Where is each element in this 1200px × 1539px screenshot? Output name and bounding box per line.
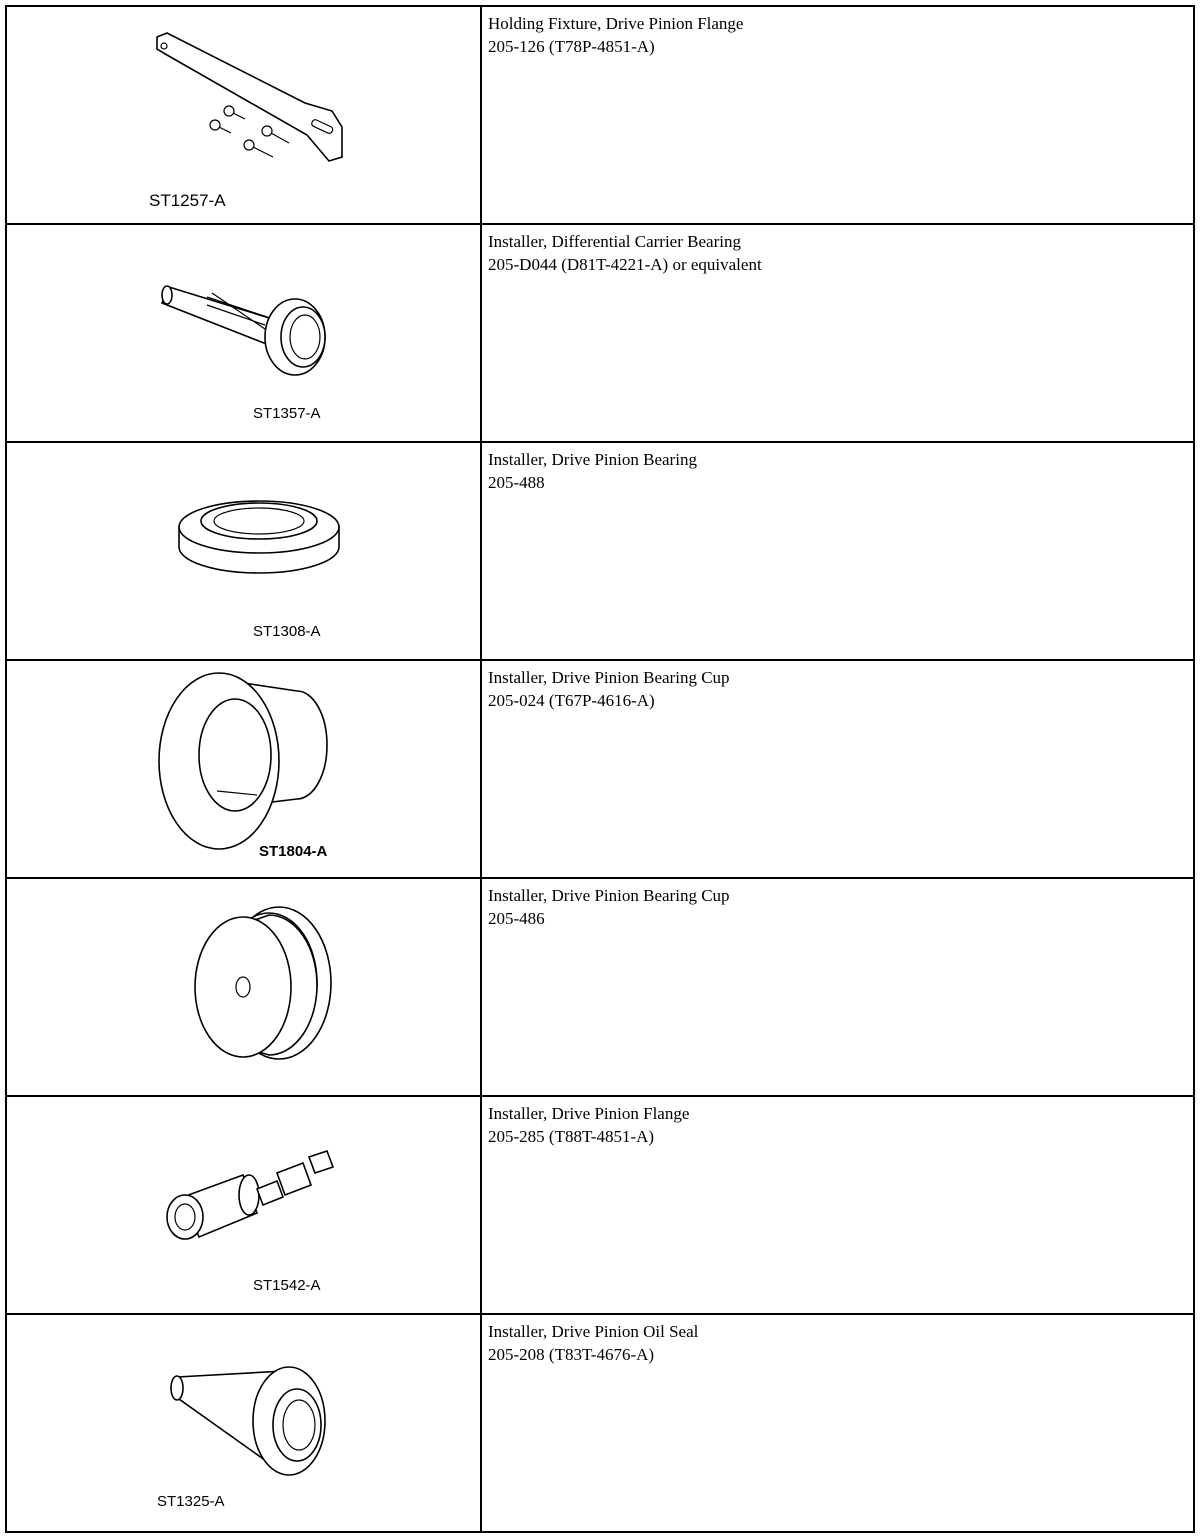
illustration-cell — [6, 660, 481, 878]
illustration-code: ST1308-A — [253, 623, 321, 640]
tool-name: Installer, Drive Pinion Bearing Cup — [488, 886, 730, 905]
description-cell — [481, 6, 1194, 224]
seal-installer-icon — [7, 1315, 480, 1531]
tool-name: Installer, Differential Carrier Bearing — [488, 232, 741, 251]
description-cell — [481, 1314, 1194, 1532]
table-row — [6, 1314, 1194, 1532]
tool-number: 205-D044 (D81T-4221-A) or equivalent — [488, 255, 762, 274]
illustration-code: ST1325-A — [157, 1493, 225, 1510]
illustration-cell — [6, 1096, 481, 1314]
illustration-cell — [6, 878, 481, 1096]
table-row — [6, 224, 1194, 442]
tool-number: 205-208 (T83T-4676-A) — [488, 1345, 655, 1364]
tool-name: Installer, Drive Pinion Oil Seal — [488, 1322, 699, 1341]
description-cell — [481, 1096, 1194, 1314]
illustration-cell — [6, 1314, 481, 1532]
cup-installer-icon — [7, 661, 480, 877]
bearing-installer-icon — [7, 225, 480, 441]
holding-fixture-icon — [7, 7, 480, 223]
table-row — [6, 442, 1194, 660]
tool-number: 205-285 (T88T-4851-A) — [488, 1127, 655, 1146]
tool-number: 205-488 — [488, 473, 545, 492]
tool-number: 205-024 (T67P-4616-A) — [488, 691, 655, 710]
flange-installer-icon — [7, 1097, 480, 1313]
illustration-code: ST1542-A — [253, 1277, 321, 1294]
table-row — [6, 660, 1194, 878]
cup-installer-solid-icon — [7, 879, 480, 1095]
illustration-cell — [6, 6, 481, 224]
table-row — [6, 1096, 1194, 1314]
tool-name: Installer, Drive Pinion Bearing Cup — [488, 668, 730, 687]
description-cell — [481, 442, 1194, 660]
illustration-code: ST1257-A — [149, 191, 226, 210]
illustration-code: ST1804-A — [259, 843, 328, 860]
table-row — [6, 6, 1194, 224]
illustration-cell — [6, 442, 481, 660]
tool-name: Installer, Drive Pinion Flange — [488, 1104, 690, 1123]
illustration-cell — [6, 224, 481, 442]
ring-installer-icon — [7, 443, 480, 659]
tool-name: Holding Fixture, Drive Pinion Flange — [488, 14, 744, 33]
tool-number: 205-126 (T78P-4851-A) — [488, 37, 655, 56]
tool-number: 205-486 — [488, 909, 545, 928]
description-cell — [481, 224, 1194, 442]
tool-name: Installer, Drive Pinion Bearing — [488, 450, 697, 469]
description-cell — [481, 660, 1194, 878]
table-row — [6, 878, 1194, 1096]
illustration-code: ST1357-A — [253, 405, 321, 422]
description-cell — [481, 878, 1194, 1096]
special-tools-table — [5, 5, 1195, 1533]
